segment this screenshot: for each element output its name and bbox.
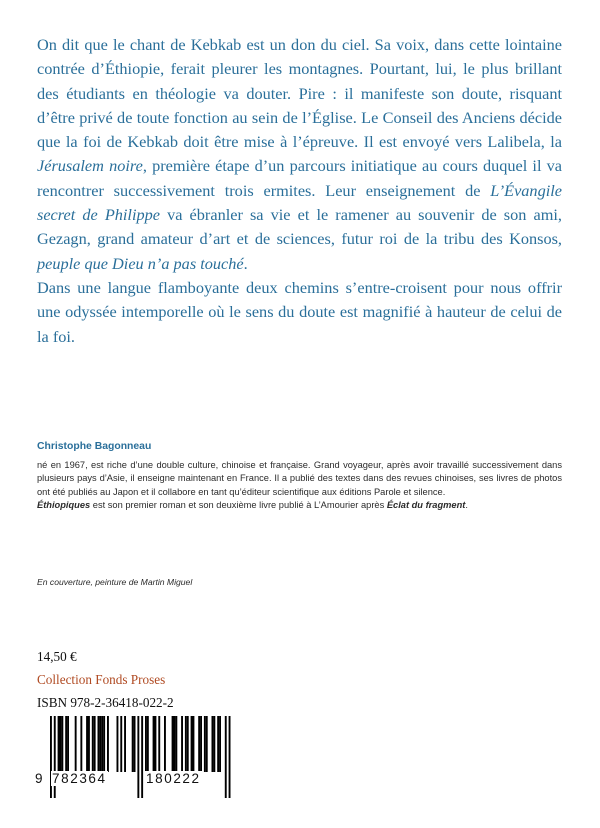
works-text: . <box>465 500 468 511</box>
barcode-bar <box>172 716 174 772</box>
back-cover-blurb <box>37 33 562 349</box>
barcode-bar <box>147 716 149 772</box>
barcode-bar <box>132 716 134 772</box>
barcode-bar <box>213 716 215 772</box>
isbn: ISBN 978-2-36418-022-2 <box>37 695 174 710</box>
barcode-bar <box>153 716 155 772</box>
barcode-bar <box>92 716 94 772</box>
barcode-bar <box>217 716 219 772</box>
blurb-text: . <box>243 253 248 273</box>
barcode-bar <box>103 716 105 772</box>
barcode-bar <box>198 716 200 772</box>
barcode-bar <box>134 716 136 772</box>
barcode-bar <box>86 716 88 772</box>
barcode-bar <box>58 716 60 772</box>
barcode-bar <box>80 716 82 772</box>
works-title: Éthiopiques <box>37 500 91 511</box>
barcode-bar <box>141 716 143 798</box>
barcode-bars <box>34 716 238 806</box>
barcode-digits-right: 180222 <box>146 771 201 786</box>
barcode-bar <box>60 716 62 772</box>
barcode-bar <box>94 716 96 772</box>
collection-name: Collection Fonds Proses <box>37 672 166 687</box>
barcode-bar <box>181 716 183 772</box>
barcode-digit-first: 9 <box>35 771 45 786</box>
blurb-italic-peuple: peuple que Dieu n’a pas touché <box>37 253 244 273</box>
author-name: Christophe Bagonneau <box>37 441 152 452</box>
barcode-bar <box>117 716 119 772</box>
barcode-bar <box>206 716 208 772</box>
barcode-bar <box>191 716 193 772</box>
barcode-bar <box>225 716 227 798</box>
blurb-paragraph-1 <box>37 33 562 276</box>
barcode-bar <box>61 716 63 772</box>
barcode-bar <box>187 716 189 772</box>
works-text: est son premier roman et son deuxième livre publié à L’Amourier après <box>90 500 387 511</box>
author-bio-text: né en 1967, est riche d’une double culture, chinoise et française. Grand voyageur, après avoir travaillé successivement dans plusieurs pays d’Asie, il enseigne maintenant en France. Il a publié des textes dans des revues chinoises, ses livres de photos ont été publiés au Japon et il collabore en tant qu’éditeur scientifique aux éditions Parole et silence. <box>37 460 562 497</box>
barcode-bar <box>99 716 101 772</box>
blurb-text: On dit que le chant de Kebkab est un don du ciel. Sa voix, dans cette lointaine contrée d’Éthiopie, ferait pleurer les montagnes. Pourtant, lui, le plus brillant des étudiants en théologie va douter. Pire : il manifeste son doute, risquant d’être privé de toute fonction au sein de l’Église. Le Conseil des Anciens décide que la foi de Kebkab doit être mise à l’épreuve. Il est envoyé vers Lalibela, la <box>37 35 562 152</box>
barcode <box>34 716 238 806</box>
barcode-bar <box>200 716 202 772</box>
blurb-italic-jerusalem: Jérusalem noire <box>37 156 143 176</box>
barcode-bar <box>158 716 160 772</box>
barcode-bar <box>67 716 69 772</box>
barcode-bar <box>145 716 147 772</box>
blurb-text: va ébranler sa vie et le ramener au souvenir de son ami, Gezagn, grand amateur d’art et de sciences, futur roi de la tribu des Konsos, <box>37 205 562 249</box>
barcode-bar <box>204 716 206 772</box>
barcode-bar <box>120 716 122 772</box>
barcode-bar <box>212 716 214 772</box>
author-works <box>37 499 562 512</box>
barcode-bar <box>193 716 195 772</box>
barcode-bar <box>155 716 157 772</box>
barcode-bar <box>65 716 67 772</box>
barcode-bar <box>137 716 139 798</box>
barcode-bar <box>124 716 126 772</box>
blurb-text: , première étape d’un parcours initiatique au cours duquel il va rencontrer successivement trois ermites. Leur enseignement de <box>37 156 562 200</box>
barcode-bar <box>174 716 176 772</box>
barcode-digits-left: 782364 <box>52 771 107 786</box>
blurb-paragraph-2: Dans une langue flamboyante deux chemins s’entre-croisent pour nous offrir une odyssée intemporelle où le sens du doute est magnifié à hauteur de celui de la foi. <box>37 277 562 346</box>
barcode-bar <box>185 716 187 772</box>
barcode-bar <box>88 716 90 772</box>
barcode-bar <box>101 716 103 772</box>
barcode-bar <box>175 716 177 772</box>
barcode-bar <box>164 716 166 772</box>
price: 14,50 € <box>37 649 77 664</box>
cover-credit: En couverture, peinture de Martin Miguel <box>37 577 193 587</box>
works-title-2: Éclat du fragment <box>386 500 466 511</box>
blurb-italic-evangile: L’Évangile secret de Philippe <box>37 180 562 225</box>
barcode-bar <box>219 716 221 772</box>
barcode-bar <box>75 716 77 772</box>
barcode-bar <box>107 716 109 772</box>
barcode-bar <box>229 716 231 798</box>
author-bio <box>37 459 562 513</box>
barcode-bar <box>98 716 100 772</box>
